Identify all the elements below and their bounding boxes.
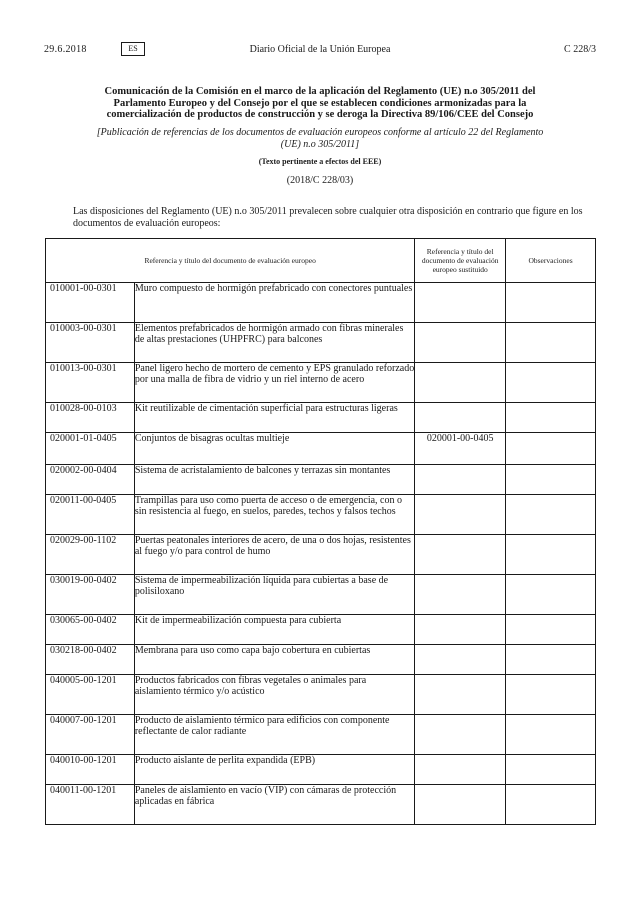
communication-subtitle: [Publicación de referencias de los documentos de evaluación europeos conforme al artículo 22 del Reglamento (UE) n.o 305/2011] bbox=[96, 127, 544, 150]
observations-cell bbox=[506, 465, 596, 495]
ead-code bbox=[46, 755, 135, 785]
header-observations: Observaciones bbox=[506, 239, 596, 283]
header-replaced: Referencia y título del documento de evaluación europeo sustituido bbox=[415, 239, 506, 283]
ead-title: Kit de impermeabilización compuesta para cubierta bbox=[134, 615, 414, 645]
observations-cell bbox=[506, 615, 596, 645]
replaced-ead-code bbox=[415, 615, 506, 645]
ead-code bbox=[46, 323, 135, 363]
table-row bbox=[46, 433, 596, 465]
ead-code bbox=[46, 465, 135, 495]
ead-title: Trampillas para uso como puerta de acceso o de emergencia, con o sin resistencia al fuego, en suelos, paredes, techos y falsos techos bbox=[134, 495, 414, 535]
ead-code bbox=[46, 433, 135, 465]
table-row bbox=[46, 535, 596, 575]
table-row bbox=[46, 675, 596, 715]
ead-title: Membrana para uso como capa bajo cobertura en cubiertas bbox=[134, 645, 414, 675]
replaced-ead-code bbox=[415, 675, 506, 715]
ead-code-text: 020001-01-0405 bbox=[50, 433, 117, 444]
ead-title: Producto de aislamiento térmico para edificios con componente reflectante de calor radiante bbox=[134, 715, 414, 755]
ead-title: Producto aislante de perlita expandida (EPB) bbox=[134, 755, 414, 785]
ead-code bbox=[46, 575, 135, 615]
language-badge: ES bbox=[121, 42, 145, 56]
ead-code bbox=[46, 615, 135, 645]
ead-code bbox=[46, 715, 135, 755]
replaced-ead-code bbox=[415, 715, 506, 755]
ead-title: Panel ligero hecho de mortero de cemento y EPS granulado reforzado por una malla de fibra de vidrio y un riel interno de acero bbox=[134, 363, 414, 403]
replaced-ead-code bbox=[415, 785, 506, 825]
ead-code-text: 010003-00-0301 bbox=[50, 323, 117, 334]
observations-cell bbox=[506, 645, 596, 675]
ead-code bbox=[46, 495, 135, 535]
table-row bbox=[46, 403, 596, 433]
observations-cell bbox=[506, 495, 596, 535]
intro-paragraph: Las disposiciones del Reglamento (UE) n.o 305/2011 prevalecen sobre cualquier otra disposición en contrario que figure en los documentos de evaluación europeos: bbox=[73, 206, 583, 229]
ead-code-text: 020002-00-0404 bbox=[50, 465, 117, 476]
table-row bbox=[46, 323, 596, 363]
ead-title: Productos fabricados con fibras vegetales o animales para aislamiento térmico y/o acústico bbox=[134, 675, 414, 715]
table-row bbox=[46, 283, 596, 323]
ead-code bbox=[46, 785, 135, 825]
observations-cell bbox=[506, 575, 596, 615]
observations-cell bbox=[506, 403, 596, 433]
ead-title: Sistema de impermeabilización líquida para cubiertas a base de polisiloxano bbox=[134, 575, 414, 615]
ead-table bbox=[45, 238, 596, 825]
ead-title: Elementos prefabricados de hormigón armado con fibras minerales de altas prestaciones (UHPFRC) para balcones bbox=[134, 323, 414, 363]
observations-cell bbox=[506, 755, 596, 785]
ead-title: Paneles de aislamiento en vacío (VIP) con cámaras de protección aplicadas en fábrica bbox=[134, 785, 414, 825]
observations-cell bbox=[506, 323, 596, 363]
observations-cell bbox=[506, 433, 596, 465]
ead-code-text: 010028-00-0103 bbox=[50, 403, 117, 414]
ead-code-text: 030218-00-0402 bbox=[50, 645, 117, 656]
replaced-ead-code bbox=[415, 535, 506, 575]
replaced-ead-code bbox=[415, 363, 506, 403]
table-row bbox=[46, 363, 596, 403]
journal-header bbox=[44, 44, 596, 58]
observations-cell bbox=[506, 535, 596, 575]
replaced-ead-code bbox=[415, 323, 506, 363]
observations-cell bbox=[506, 283, 596, 323]
ead-code bbox=[46, 675, 135, 715]
page-reference: C 228/3 bbox=[564, 44, 596, 55]
table-row bbox=[46, 785, 596, 825]
header-reference: Referencia y título del documento de evaluación europeo bbox=[46, 239, 415, 283]
eea-relevance-note: (Texto pertinente a efectos del EEE) bbox=[258, 157, 382, 166]
table-row bbox=[46, 465, 596, 495]
ead-title: Conjuntos de bisagras ocultas multieje bbox=[134, 433, 414, 465]
replaced-ead-code bbox=[415, 575, 506, 615]
ead-title: Muro compuesto de hormigón prefabricado con conectores puntuales bbox=[134, 283, 414, 323]
table-row bbox=[46, 495, 596, 535]
ead-title: Puertas peatonales interiores de acero, de una o dos hojas, resistentes al fuego y/o para control de humo bbox=[134, 535, 414, 575]
replaced-ead-code bbox=[415, 645, 506, 675]
table-row bbox=[46, 715, 596, 755]
ead-code-text: 030065-00-0402 bbox=[50, 615, 117, 626]
ead-code-text: 030019-00-0402 bbox=[50, 575, 117, 586]
table-row bbox=[46, 755, 596, 785]
replaced-ead-code bbox=[415, 283, 506, 323]
ead-code-text: 040011-00-1201 bbox=[50, 785, 117, 796]
observations-cell bbox=[506, 785, 596, 825]
table-row bbox=[46, 615, 596, 645]
replaced-ead-code bbox=[415, 465, 506, 495]
ead-code bbox=[46, 283, 135, 323]
observations-cell bbox=[506, 675, 596, 715]
replaced-ead-code: 020001-00-0405 bbox=[415, 433, 506, 465]
communication-title: Comunicación de la Comisión en el marco de la aplicación del Reglamento (UE) n.o 305/2011 del Parlamento Europeo y del Consejo por el que se establecen condiciones armonizadas para la comercialización de productos de construcción y se deroga la Directiva 89/106/CEE del Consejo bbox=[104, 86, 536, 120]
ead-code-text: 020011-00-0405 bbox=[50, 495, 117, 506]
table-row bbox=[46, 575, 596, 615]
ead-code-text: 040007-00-1201 bbox=[50, 715, 117, 726]
publication-date: 29.6.2018 bbox=[44, 44, 87, 55]
ead-code-text: 040005-00-1201 bbox=[50, 675, 117, 686]
document-reference: (2018/C 228/03) bbox=[286, 175, 354, 186]
observations-cell bbox=[506, 363, 596, 403]
ead-code bbox=[46, 403, 135, 433]
ead-code bbox=[46, 535, 135, 575]
ead-code-text: 010001-00-0301 bbox=[50, 283, 117, 294]
ead-title: Kit reutilizable de cimentación superficial para estructuras ligeras bbox=[134, 403, 414, 433]
replaced-ead-code bbox=[415, 755, 506, 785]
table-header-row bbox=[46, 239, 596, 283]
table-row bbox=[46, 645, 596, 675]
ead-code-text: 020029-00-1102 bbox=[50, 535, 117, 546]
ead-code-text: 040010-00-1201 bbox=[50, 755, 117, 766]
replaced-ead-code bbox=[415, 495, 506, 535]
journal-name: Diario Oficial de la Unión Europea bbox=[249, 44, 391, 55]
ead-title: Sistema de acristalamiento de balcones y terrazas sin montantes bbox=[134, 465, 414, 495]
ead-code-text: 010013-00-0301 bbox=[50, 363, 117, 374]
ead-code bbox=[46, 645, 135, 675]
replaced-ead-code bbox=[415, 403, 506, 433]
ead-code bbox=[46, 363, 135, 403]
observations-cell bbox=[506, 715, 596, 755]
